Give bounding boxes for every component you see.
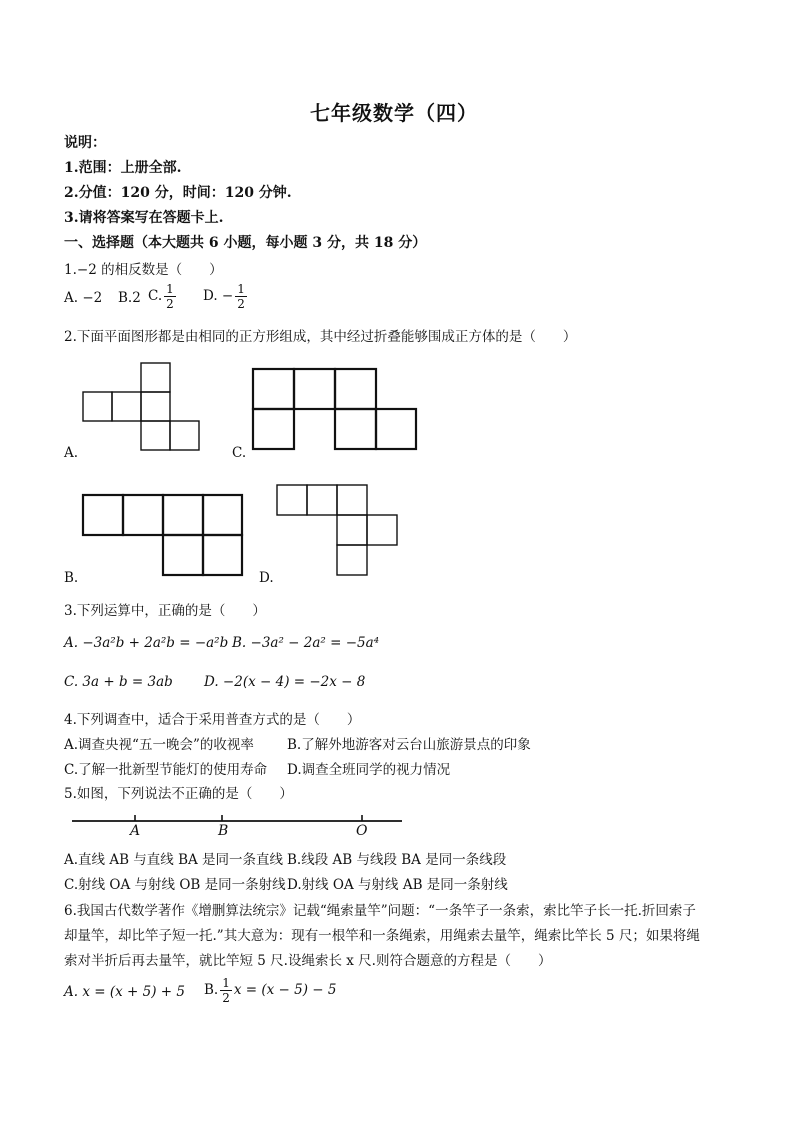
question-2-stem: 2.下面平面图形都是由相同的正方形组成，其中经过折叠能够围成正方体的是（ ）	[64, 329, 577, 345]
denominator: 2	[222, 991, 230, 1005]
square	[112, 392, 141, 421]
question-1-option-c	[148, 282, 178, 311]
question-5-stem: 5.如图，下列说法不正确的是（ ）	[64, 786, 293, 802]
question-6-line-2: 却量竿，却比竿子短一托.”其大意为：现有一根竿和一条绳索，用绳索去量竿，绳索比竿长 5 尺；如果将绳	[64, 928, 700, 944]
square	[141, 421, 170, 450]
notes-heading: 说明：	[64, 135, 106, 151]
question-6-option-a: A. x = (x + 5) + 5	[64, 984, 185, 1000]
numerator: 1	[222, 976, 230, 990]
square	[253, 369, 294, 409]
question-4-stem: 4.下列调查中，适合于采用普查方式的是（ ）	[64, 712, 361, 728]
option-b-prefix: B.	[204, 982, 219, 998]
square	[141, 392, 170, 421]
question-3-stem: 3.下列运算中，正确的是（ ）	[64, 603, 266, 619]
square	[203, 535, 242, 575]
point-label-o: O	[356, 823, 368, 839]
question-4-option-d: D.调查全班同学的视力情况	[287, 762, 451, 778]
question-5-option-b: B.线段 AB 与线段 BA 是同一条线段	[287, 852, 507, 868]
question-1-option-d	[203, 282, 249, 311]
point-label-b: B	[218, 823, 229, 839]
option-d-prefix: D. −	[203, 288, 234, 304]
question-5-option-c: C.射线 OA 与射线 OB 是同一条射线	[64, 877, 286, 893]
question-3-option-b: B. −3a² − 2a² = −5a⁴	[232, 635, 380, 651]
note-item-1: 1.范围：上册全部.	[64, 160, 182, 176]
question-3-option-d: D. −2(x − 4) = −2x − 8	[204, 674, 366, 690]
note-item-3: 3.请将答案写在答题卡上.	[64, 210, 224, 226]
question-6-line-3: 索对半折后再去量竿，就比竿短 5 尺.设绳索长 x 尺.则符合题意的方程是（ ）	[64, 953, 552, 969]
question-4-option-a: A.调查央视“五一晚会”的收视率	[64, 737, 254, 753]
question-2-label-b: B.	[64, 570, 79, 586]
numerator: 1	[237, 282, 245, 296]
option-c-prefix: C.	[148, 288, 163, 304]
square	[83, 392, 112, 421]
question-4-option-c: C.了解一批新型节能灯的使用寿命	[64, 762, 268, 778]
question-4-option-b: B.了解外地游客对云台山旅游景点的印象	[287, 737, 531, 753]
fraction	[220, 976, 232, 1005]
square	[376, 409, 416, 449]
denominator: 2	[166, 297, 174, 311]
question-5-option-a: A.直线 AB 与直线 BA 是同一条直线	[64, 852, 284, 868]
point-label-a: A	[130, 823, 141, 839]
net-figure-b	[82, 494, 244, 578]
section-heading: 一、选择题（本大题共 6 小题，每小题 3 分，共 18 分）	[64, 235, 427, 251]
question-1-stem: 1.−2 的相反数是（ ）	[64, 262, 223, 278]
question-3-option-a: A. −3a²b + 2a²b = −a²b	[64, 635, 229, 651]
question-6-option-b	[204, 976, 336, 1005]
option-b-rest: x = (x − 5) − 5	[233, 982, 337, 998]
square	[335, 369, 376, 409]
square	[367, 515, 397, 545]
denominator: 2	[237, 297, 245, 311]
question-1-option-b: B.2	[118, 290, 141, 306]
question-1-option-a: A. −2	[64, 290, 103, 306]
question-5-option-d: D.射线 OA 与射线 AB 是同一条射线	[287, 877, 508, 893]
number-line-figure	[72, 812, 404, 842]
square	[294, 369, 335, 409]
numerator: 1	[166, 282, 174, 296]
square	[203, 495, 242, 535]
fraction	[164, 282, 176, 311]
square	[307, 485, 337, 515]
square	[337, 485, 367, 515]
question-2-label-c: C.	[232, 445, 247, 461]
net-figure-c	[252, 368, 418, 452]
square	[170, 421, 199, 450]
fraction	[235, 282, 247, 311]
question-2-label-a: A.	[64, 445, 79, 461]
question-2-label-d: D.	[259, 570, 274, 586]
note-item-2: 2.分值：120 分，时间：120 分钟.	[64, 185, 292, 201]
square	[335, 409, 376, 449]
net-figure-a	[82, 362, 202, 452]
square	[337, 545, 367, 575]
square	[141, 363, 170, 392]
square	[337, 515, 367, 545]
question-6-line-1: 6.我国古代数学著作《增删算法统宗》记载“绳索量竿”问题：“一条竿子一条索，索比竿子长一托.折回索子	[64, 903, 696, 919]
square	[163, 495, 203, 535]
square	[123, 495, 163, 535]
net-figure-d	[276, 484, 400, 578]
square	[83, 495, 123, 535]
page-title: 七年级数学（四）	[310, 101, 478, 125]
square	[163, 535, 203, 575]
question-3-option-c: C. 3a + b = 3ab	[64, 674, 173, 690]
square	[253, 409, 294, 449]
square	[277, 485, 307, 515]
